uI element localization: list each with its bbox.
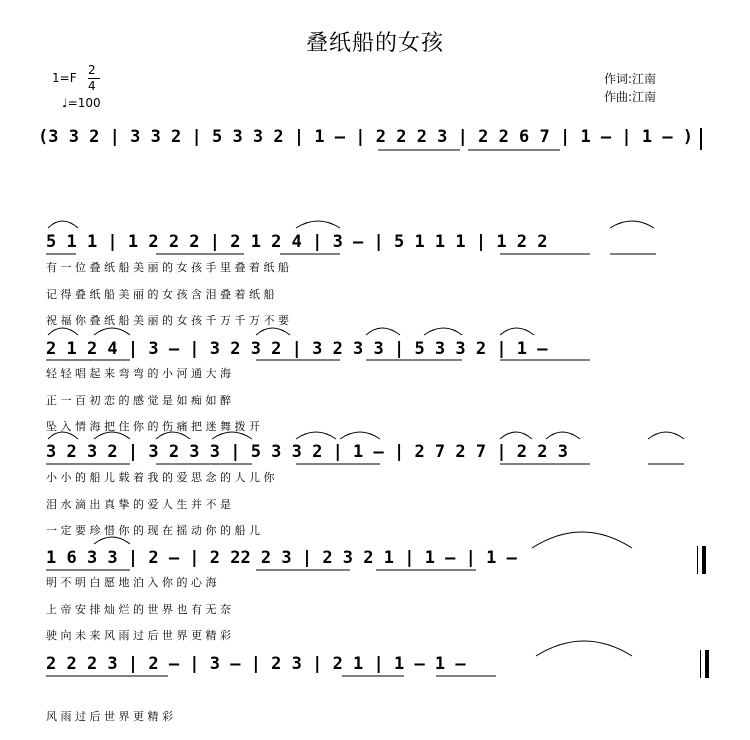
slur (340, 432, 380, 439)
key-signature: 1=F (52, 71, 77, 85)
lyrics-system-1-verse-2: 记 得 叠 纸 船 美 丽 的 女 孩 含 泪 叠 着 纸 船 (46, 288, 275, 301)
time-signature-bottom: 4 (88, 79, 96, 93)
notes-system-4: 1 6 3 3 | 2 — | 2 22 2 3 | 2 3 2 1 | 1 — | 1 — (46, 548, 517, 568)
composer-credit: 作曲:江南 (604, 90, 657, 104)
notes-system-1: 5 1 1 | 1 2 2 2 | 2 1 2 4 | 3 — | 5 1 1 1 | 1 2 2 (46, 232, 548, 252)
slur (94, 537, 130, 544)
lyrics-system-4-verse-2: 上 帝 安 排 灿 烂 的 世 界 也 有 无 奈 (46, 603, 231, 616)
tempo-marking: ♩=100 (62, 96, 101, 110)
slur (94, 432, 130, 439)
lyrics-system-3-verse-1: 小 小 的 船 儿 载 着 我 的 爱 思 念 的 人 儿 你 (46, 471, 275, 484)
lyrics-system-5: 风 雨 过 后 世 界 更 精 彩 (46, 710, 173, 723)
slur (212, 432, 252, 439)
lyrics-system-4-verse-3: 驶 向 未 来 风 雨 过 后 世 界 更 精 彩 (46, 629, 231, 642)
lyrics-system-3-verse-3: 一 定 要 珍 惜 你 的 现 在 摇 动 你 的 船 儿 (46, 524, 260, 537)
notes-system-5: 2 2 2 3 | 2 — | 3 — | 2 3 | 2 1 | 1 — 1 — (46, 654, 466, 674)
beam-lines (46, 150, 684, 676)
slur (500, 432, 532, 439)
slur (532, 532, 632, 548)
slur (648, 432, 684, 439)
song-title: 叠纸船的女孩 (305, 31, 444, 56)
notes-system-0: (3 3 2 | 3 3 2 | 5 3 3 2 | 1 — | 2 2 2 3 | 2 2 6 7 | 1 — | 1 — ) (38, 127, 694, 147)
lyrics-system-4-verse-1: 明 不 明 白 愿 地 泊 入 你 的 心 海 (46, 576, 217, 589)
slur (424, 328, 462, 335)
slur (94, 328, 130, 335)
slur (366, 328, 400, 335)
notes-system-2: 2 1 2 4 | 3 — | 3 2 3 2 | 3 2 3 3 | 5 3 3 2 | 1 — (46, 339, 548, 359)
lyrics-system-2-verse-3: 坠 入 情 海 把 住 你 的 伤 痛 把 迷 舞 拨 开 (46, 420, 260, 433)
slur (500, 328, 534, 335)
slur (256, 328, 290, 335)
slur (156, 432, 190, 439)
slur (536, 641, 632, 656)
slur (546, 432, 580, 439)
slur (296, 432, 336, 439)
lyricist-credit: 作词:江南 (604, 72, 657, 86)
time-signature-top: 2 (88, 63, 96, 77)
slur (48, 328, 78, 335)
notes-system-3: 3 2 3 2 | 3 2 3 3 | 5 3 3 2 | 1 — | 2 7 2 7 | 2 2 3 (46, 442, 568, 462)
lyrics-system-3-verse-2: 泪 水 滴 出 真 挚 的 爱 人 生 并 不 是 (46, 498, 231, 511)
lyrics-system-1-verse-3: 祝 福 你 叠 纸 船 美 丽 的 女 孩 千 万 千 万 不 要 (46, 314, 289, 327)
lyrics-system-1-verse-1: 有 一 位 叠 纸 船 美 丽 的 女 孩 手 里 叠 着 纸 船 (46, 261, 289, 274)
lyrics-system-2-verse-1: 轻 轻 唱 起 来 弯 弯 的 小 河 通 大 海 (46, 367, 231, 380)
slur (296, 221, 340, 228)
slur (48, 221, 78, 228)
slur (48, 432, 78, 439)
lyrics-system-2-verse-2: 正 一 百 初 恋 的 感 觉 是 如 痴 如 醉 (46, 394, 231, 407)
slur (610, 221, 654, 228)
